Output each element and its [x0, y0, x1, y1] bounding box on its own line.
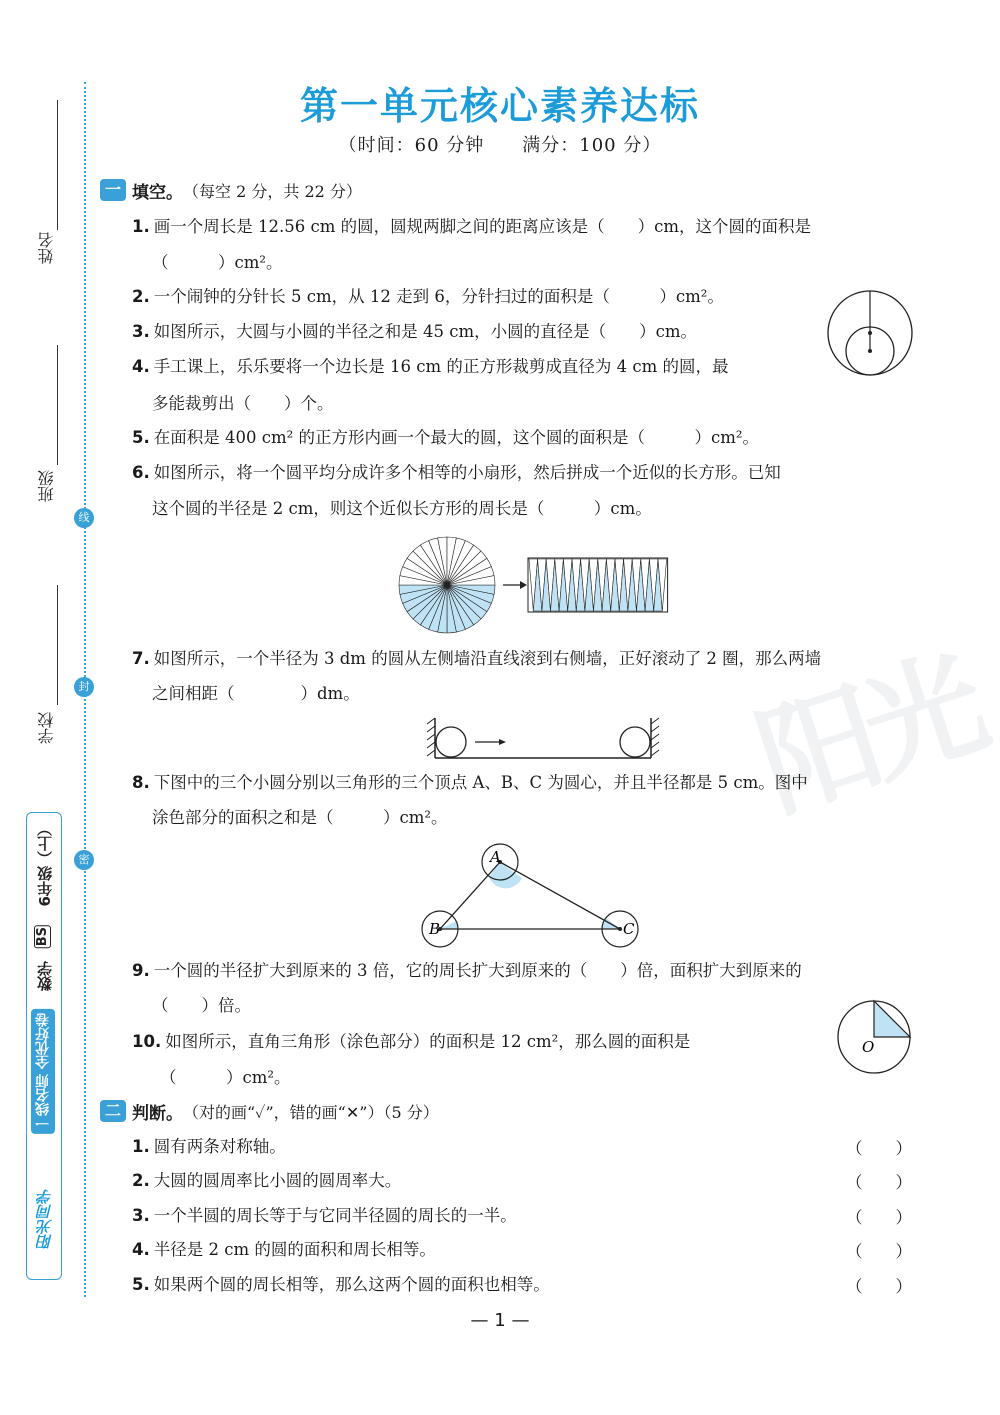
question-line: 7. 如图所示，一个半径为 3 dm 的圆从左侧墙沿直线滚到右侧墙，正好滚动了 2 圈，那么两墙: [132, 649, 822, 668]
judge-answer-blank[interactable]: （ ）: [846, 1208, 912, 1227]
center-label-o: O: [862, 1038, 875, 1056]
figure-nested-circles: [820, 285, 920, 385]
judge-item: 5. 如果两个圆的周长相等，那么这两个圆的面积也相等。: [132, 1275, 550, 1294]
section-1-note: （每空 2 分，共 22 分）: [183, 181, 362, 201]
school-field-line[interactable]: [57, 585, 58, 705]
question-line: （ ）cm²。: [160, 1068, 291, 1087]
question-line: 多能裁剪出（ ）个。: [152, 394, 334, 413]
brand-logo: 阳光同学: [36, 1189, 54, 1249]
figure-triangle-circles: [420, 840, 645, 950]
vertex-label-c: C: [623, 920, 635, 938]
question-line: 5. 在面积是 400 cm² 的正方形内画一个最大的圆，这个圆的面积是（ ）cm²。: [132, 428, 759, 447]
question-line: 8. 下图中的三个小圆分别以三角形的三个顶点 A、B、C 为圆心，并且半径都是 5 cm。图中: [132, 773, 808, 792]
judge-answer-blank[interactable]: （ ）: [846, 1139, 912, 1158]
figure-sector-rearrange: [395, 535, 685, 639]
brand-series: 一线名师 全优好卷: [31, 1009, 55, 1134]
judge-item: 1. 圆有两条对称轴。: [132, 1137, 286, 1156]
vertex-label-b: B: [429, 920, 441, 938]
class-field-line[interactable]: [57, 345, 58, 465]
section-1-header: [100, 177, 362, 203]
section-2-number: 二: [100, 1100, 126, 1122]
question-line: 9. 一个圆的半径扩大到原来的 3 倍，它的周长扩大到原来的（ ）倍，面积扩大到原来的: [132, 961, 802, 980]
brand-box: [26, 812, 62, 1280]
judge-item: 4. 半径是 2 cm 的圆的面积和周长相等。: [132, 1240, 436, 1259]
question-line: 4. 手工课上，乐乐要将一个边长是 16 cm 的正方形裁剪成直径为 4 cm 的圆，最: [132, 357, 729, 376]
question-line: 之间相距（ ）dm。: [152, 684, 360, 703]
section-2-title: 判断。: [132, 1103, 183, 1124]
question-line: 10. 如图所示，直角三角形（涂色部分）的面积是 12 cm²，那么圆的面积是: [132, 1032, 691, 1051]
judge-answer-blank[interactable]: （ ）: [846, 1277, 912, 1296]
vertex-label-a: A: [490, 848, 501, 866]
judge-answer-blank[interactable]: （ ）: [846, 1173, 912, 1192]
binding-mark-line: 线: [74, 508, 94, 528]
figure-circle-triangle: [830, 995, 920, 1080]
question-line: 涂色部分的面积之和是（ ）cm²。: [152, 808, 448, 827]
section-1-title: 填空。: [132, 182, 183, 203]
brand-edition: BS: [35, 927, 50, 947]
question-line: 这个圆的半径是 2 cm，则这个近似长方形的周长是（ ）cm。: [152, 499, 652, 518]
section-2-note: （对的画“✓”，错的画“✕”）（5 分）: [183, 1102, 439, 1122]
question-line: 2. 一个闹钟的分针长 5 cm，从 12 走到 6，分针扫过的面积是（ ）cm²。: [132, 287, 724, 306]
page-number: — 1 —: [470, 1310, 530, 1331]
school-field-label: 学校: [37, 712, 56, 744]
question-line: （ ）cm²。: [152, 253, 283, 272]
judge-item: 2. 大圆的圆周率比小圆的圆周率大。: [132, 1171, 402, 1190]
question-line: （ ）倍。: [152, 996, 251, 1015]
name-field-label: 姓名: [37, 232, 56, 264]
watermark: 阳光: [742, 635, 995, 837]
brand-subject: 数学: [36, 961, 54, 991]
binding-mark-seal: 封: [74, 677, 94, 697]
section-2-header: [100, 1098, 439, 1124]
figure-rolling-circle: [425, 714, 661, 760]
section-1-number: 一: [100, 179, 126, 201]
class-field-label: 班级: [37, 470, 56, 502]
question-line: 3. 如图所示，大圆与小圆的半径之和是 45 cm，小圆的直径是（ ）cm。: [132, 322, 698, 341]
judge-item: 3. 一个半圆的周长等于与它同半径圆的周长的一半。: [132, 1206, 517, 1225]
judge-answer-blank[interactable]: （ ）: [846, 1242, 912, 1261]
binding-mark-secret: 密: [74, 850, 94, 870]
question-line: 1. 画一个周长是 12.56 cm 的圆，圆规两脚之间的距离应该是（ ）cm，这个圆的面积是: [132, 217, 811, 236]
brand-grade: 6年级（上）: [36, 821, 54, 907]
question-line: 6. 如图所示，将一个圆平均分成许多个相等的小扇形，然后拼成一个近似的长方形。已知: [132, 463, 781, 482]
page-title: 第一单元核心素养达标: [299, 84, 700, 128]
page-subtitle: （时间：60 分钟 满分：100 分）: [338, 135, 662, 156]
